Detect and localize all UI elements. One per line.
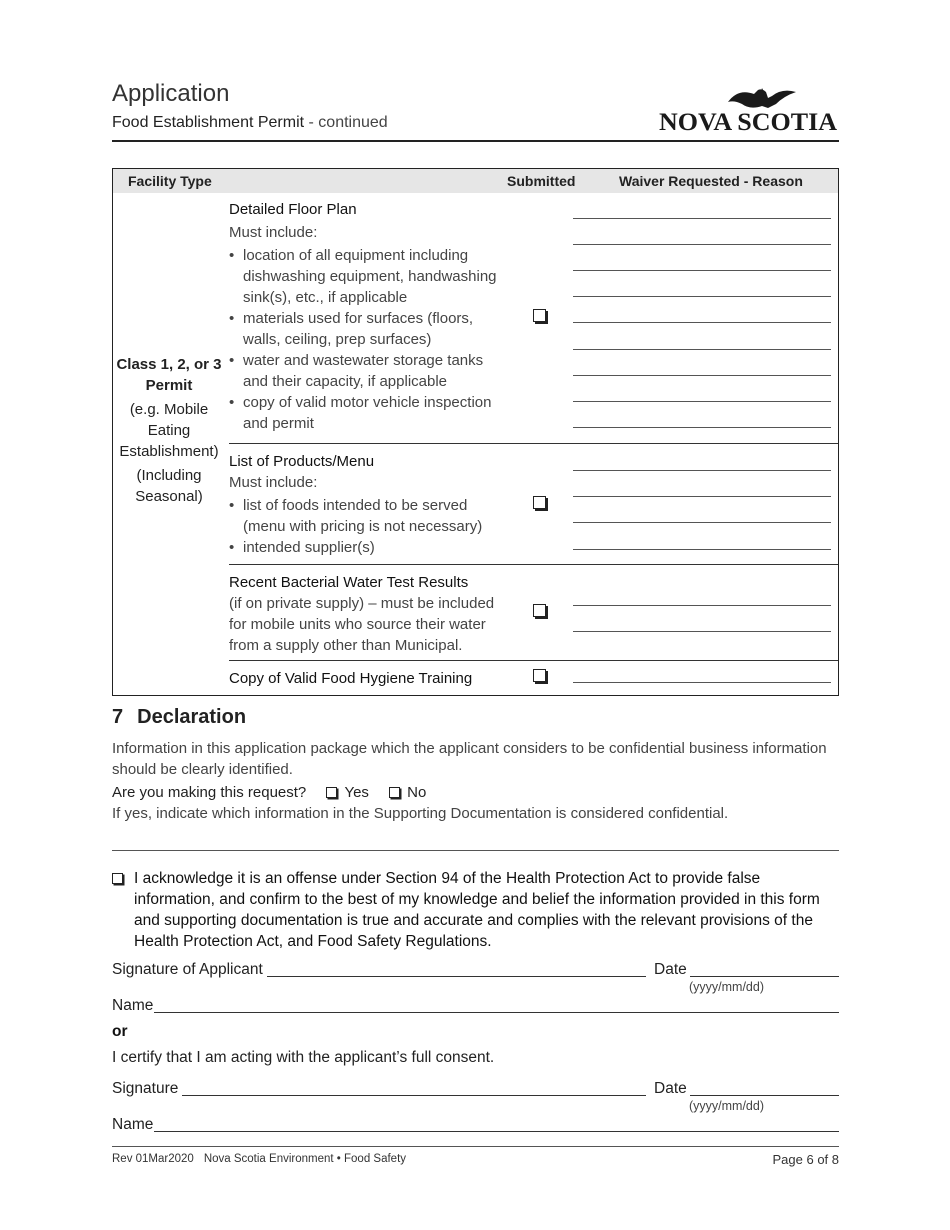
acknowledgement-text: I acknowledge it is an offense under Section 94 of the Health Protection Act to provide false information, and confirm to the best of my knowledge and belief the information provided in this form and supporting documentation is true and accurate and complies with the relevant provisions of the Health Protection Act, and Food Safety Regulations. bbox=[134, 870, 820, 950]
confidential-request-question bbox=[112, 784, 426, 801]
logo-wordmark: NOVA SCOTIA bbox=[659, 109, 837, 134]
requirement-bullet: • location of all equipment including dishwashing equipment, handwashing sink(s), etc., if applicable bbox=[229, 245, 499, 308]
waiver-reason-line[interactable] bbox=[573, 682, 831, 683]
osprey-emblem-icon bbox=[728, 89, 796, 108]
footer-divider bbox=[112, 1146, 839, 1147]
signature-applicant-label: Signature of Applicant bbox=[112, 961, 267, 979]
submitted-checkbox-floor-plan[interactable] bbox=[533, 309, 546, 322]
requirement-body: (if on private supply) – must be included for mobile units who source their water from a supply other than Municipal. bbox=[229, 595, 495, 654]
facility-class-example: (e.g. Mobile Eating Establishment) bbox=[119, 401, 219, 460]
name-line[interactable] bbox=[154, 1012, 839, 1013]
submitted-checkbox-products-menu[interactable] bbox=[533, 496, 546, 509]
requirement-title: Detailed Floor Plan bbox=[229, 201, 357, 218]
requirement-floor-plan bbox=[229, 199, 499, 434]
yes-option[interactable] bbox=[326, 784, 368, 801]
department-name: Nova Scotia Environment • Food Safety bbox=[203, 1153, 407, 1165]
requirement-food-hygiene bbox=[229, 668, 499, 689]
date-line[interactable] bbox=[690, 976, 839, 977]
waiver-reason-line[interactable] bbox=[573, 375, 831, 376]
nova-scotia-logo bbox=[658, 84, 838, 134]
yes-checkbox[interactable] bbox=[326, 787, 337, 798]
waiver-reason-line[interactable] bbox=[573, 470, 831, 471]
waiver-reason-line[interactable] bbox=[573, 401, 831, 402]
waiver-reason-line[interactable] bbox=[573, 496, 831, 497]
name-label: Name bbox=[112, 997, 157, 1015]
facility-requirements-table bbox=[112, 168, 839, 696]
date-label: Date bbox=[654, 961, 691, 979]
date-label: Date bbox=[654, 1080, 691, 1098]
requirement-bullet: • materials used for surfaces (floors, walls, ceiling, prep surfaces) bbox=[229, 308, 499, 350]
submitted-checkbox-food-hygiene[interactable] bbox=[533, 669, 546, 682]
section-heading-declaration bbox=[112, 706, 246, 729]
name-label: Name bbox=[112, 1116, 157, 1134]
page-title: Application bbox=[112, 80, 230, 107]
signature-label: Signature bbox=[112, 1080, 182, 1098]
section-number: 7 bbox=[112, 706, 124, 728]
table-header-row bbox=[113, 169, 838, 193]
section-divider bbox=[112, 850, 839, 851]
waiver-reason-line[interactable] bbox=[573, 244, 831, 245]
waiver-reason-line[interactable] bbox=[573, 605, 831, 606]
waiver-reason-line[interactable] bbox=[573, 270, 831, 271]
requirement-intro: Must include: bbox=[229, 224, 318, 241]
requirement-bullet: • water and wastewater storage tanks and their capacity, if applicable bbox=[229, 350, 499, 392]
header-submitted: Submitted bbox=[507, 173, 576, 189]
requirement-water-test bbox=[229, 572, 499, 656]
revision-date: Rev 01Mar2020 bbox=[112, 1153, 194, 1165]
section-title: Declaration bbox=[137, 706, 247, 728]
date-format-hint: (yyyy/mm/dd) bbox=[689, 980, 764, 994]
question-label: Are you making this request? bbox=[112, 784, 307, 801]
requirement-bullet: • intended supplier(s) bbox=[229, 537, 499, 558]
waiver-reason-line[interactable] bbox=[573, 322, 831, 323]
row-divider bbox=[229, 564, 838, 565]
waiver-reason-line[interactable] bbox=[573, 427, 831, 428]
facility-class-cell bbox=[113, 354, 225, 510]
acknowledgement-checkbox[interactable] bbox=[112, 873, 123, 884]
name-line[interactable] bbox=[154, 1131, 839, 1132]
consent-statement: I certify that I am acting with the applicant’s full consent. bbox=[112, 1049, 495, 1066]
requirement-products-menu bbox=[229, 451, 499, 558]
row-divider bbox=[229, 443, 838, 444]
waiver-reason-line[interactable] bbox=[573, 218, 831, 219]
waiver-reason-line[interactable] bbox=[573, 349, 831, 350]
no-label: No bbox=[407, 784, 427, 801]
page-number: Page 6 of 8 bbox=[772, 1152, 839, 1167]
requirement-bullet: • list of foods intended to be served (menu with pricing is not necessary) bbox=[229, 495, 499, 537]
page-subtitle bbox=[112, 114, 388, 132]
form-name: Food Establishment Permit bbox=[112, 114, 305, 131]
waiver-reason-line[interactable] bbox=[573, 549, 831, 550]
header-divider bbox=[112, 140, 839, 142]
header-waiver-reason: Waiver Requested - Reason bbox=[619, 173, 803, 189]
waiver-reason-line[interactable] bbox=[573, 631, 831, 632]
acknowledgement-statement[interactable] bbox=[112, 868, 837, 952]
requirement-intro: Must include: bbox=[229, 474, 318, 491]
footer-left bbox=[112, 1153, 416, 1165]
confidentiality-paragraph: Information in this application package which the applicant considers to be confidential business information should be clearly identified. bbox=[112, 740, 827, 778]
requirement-title: Recent Bacterial Water Test Results bbox=[229, 574, 469, 591]
yes-label: Yes bbox=[344, 784, 369, 801]
or-separator: or bbox=[112, 1023, 128, 1040]
waiver-reason-line[interactable] bbox=[573, 296, 831, 297]
requirement-title: List of Products/Menu bbox=[229, 453, 375, 470]
facility-class-name: Class 1, 2, or 3 Permit bbox=[116, 356, 222, 394]
requirement-title: Copy of Valid Food Hygiene Training bbox=[229, 670, 473, 687]
if-yes-instructions: If yes, indicate which information in the Supporting Documentation is considered confidential. bbox=[112, 805, 729, 822]
requirement-bullet: • copy of valid motor vehicle inspection and permit bbox=[229, 392, 499, 434]
row-divider bbox=[229, 660, 838, 661]
date-line[interactable] bbox=[690, 1095, 839, 1096]
continued-label: - continued bbox=[304, 114, 388, 131]
signature-applicant-line[interactable] bbox=[260, 976, 646, 977]
no-option[interactable] bbox=[389, 784, 426, 801]
header-facility-type: Facility Type bbox=[128, 173, 212, 189]
submitted-checkbox-water-test[interactable] bbox=[533, 604, 546, 617]
signature-line[interactable] bbox=[178, 1095, 646, 1096]
facility-class-seasonal: (Including Seasonal) bbox=[135, 467, 203, 505]
no-checkbox[interactable] bbox=[389, 787, 400, 798]
date-format-hint: (yyyy/mm/dd) bbox=[689, 1099, 764, 1113]
waiver-reason-line[interactable] bbox=[573, 522, 831, 523]
